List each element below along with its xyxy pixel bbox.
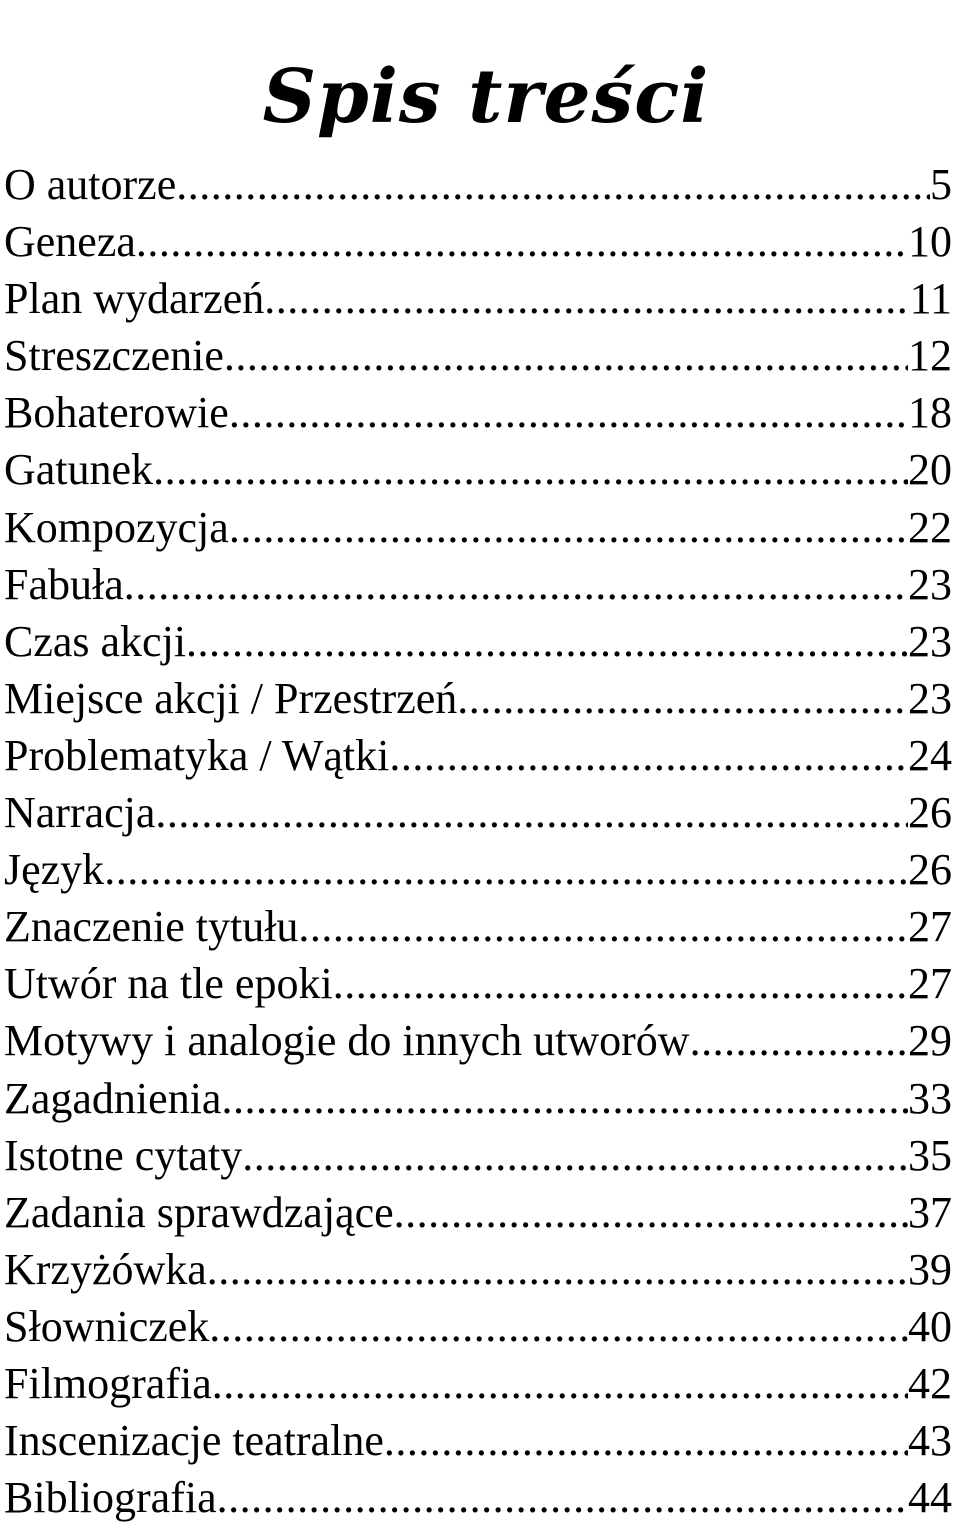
toc-entry-label: Motywy i analogie do innych utworów [4,1016,690,1066]
toc-entry-label: Fabuła [4,559,124,609]
toc-entry-label: Istotne cytaty [4,1130,243,1180]
dot-leader [153,441,908,498]
toc-entry-page: 40 [908,1301,952,1351]
toc-entry-page: 27 [908,902,952,952]
dot-leader [457,670,908,727]
dot-leader [207,1241,908,1298]
toc-entry[interactable] [4,1184,952,1241]
toc-entry-page: 37 [908,1187,952,1237]
toc-entry-label: Czas akcji [4,616,187,666]
dot-leader [124,556,908,613]
toc-entry-page: 10 [908,217,952,267]
page-title: Spis treści [262,53,710,140]
toc-entry-page: 29 [908,1016,952,1066]
dot-leader [209,1298,908,1355]
dot-leader [217,1469,908,1526]
dot-leader [221,1070,908,1127]
toc-entry[interactable] [4,1241,952,1298]
toc-entry-page: 43 [908,1416,952,1466]
toc-entry-page: 18 [908,388,952,438]
toc-entry-label: Inscenizacje teatralne [4,1416,384,1466]
toc-entry[interactable] [4,1469,952,1526]
toc-entry-label: Znaczenie tytułu [4,902,299,952]
toc-entry-label: O autorze [4,160,177,209]
toc-entry-label: Miejsce akcji / Przestrzeń [4,673,458,723]
dot-leader [224,327,908,384]
toc-entry[interactable] [4,1070,952,1127]
toc-entry[interactable] [4,327,952,384]
toc-entry[interactable] [4,1412,952,1469]
toc-entry-page: 11 [909,274,952,324]
toc-entry[interactable] [4,1298,952,1355]
toc-entry-label: Kompozycja [4,502,229,552]
dot-leader [389,727,908,784]
dot-leader [229,499,908,556]
toc-entry-page: 35 [908,1130,952,1180]
toc-entry[interactable] [4,441,952,498]
toc-entry-page: 44 [908,1473,952,1523]
toc-entry-label: Geneza [4,217,136,267]
toc-entry[interactable] [4,270,952,327]
toc-entry[interactable] [4,727,952,784]
toc-entry-label: Słowniczek [4,1301,210,1351]
dot-leader [176,156,930,213]
toc-entry-label: Zadania sprawdzające [4,1187,394,1237]
toc-entry[interactable] [4,1127,952,1184]
toc-entry-page: 22 [908,502,952,552]
toc-entry-page: 5 [930,160,952,209]
dot-leader [264,270,909,327]
toc-entry-page: 39 [908,1244,952,1294]
dot-leader [333,955,908,1012]
toc-entry[interactable] [4,1355,952,1412]
dot-leader [394,1184,908,1241]
toc-entry-label: Krzyżówka [4,1244,207,1294]
toc-entry-page: 23 [908,673,952,723]
toc-entry[interactable] [4,213,952,270]
toc-entry-page: 26 [908,845,952,895]
toc-entry[interactable] [4,156,952,213]
toc-entry[interactable] [4,556,952,613]
dot-leader [186,613,908,670]
toc-entry[interactable] [4,670,952,727]
toc-entry-page: 23 [908,616,952,666]
toc-entry[interactable] [4,613,952,670]
toc-entry-label: Plan wydarzeń [4,274,265,324]
toc-entry[interactable] [4,841,952,898]
toc-entry-page: 42 [908,1358,952,1408]
dot-leader [136,213,908,270]
toc-entry[interactable] [4,384,952,441]
toc-entry[interactable] [4,898,952,955]
toc-entry-page: 24 [908,730,952,780]
toc-entry-label: Narracja [4,788,156,838]
toc-entry[interactable] [4,784,952,841]
toc-entry-label: Filmografia [4,1358,212,1408]
toc-entry-label: Gatunek [4,445,154,495]
table-of-contents [4,156,952,1526]
dot-leader [229,384,908,441]
toc-entry-label: Bibliografia [4,1473,217,1523]
toc-entry-page: 27 [908,959,952,1009]
toc-entry[interactable] [4,1012,952,1069]
dot-leader [384,1412,908,1469]
toc-entry-page: 33 [908,1073,952,1123]
dot-leader [242,1127,908,1184]
toc-entry[interactable] [4,499,952,556]
dot-leader [155,784,908,841]
toc-entry-label: Zagadnienia [4,1073,222,1123]
dot-leader [104,841,908,898]
toc-entry-page: 20 [908,445,952,495]
dot-leader [298,898,908,955]
toc-entry-page: 23 [908,559,952,609]
dot-leader [690,1012,908,1069]
toc-entry-page: 12 [908,331,952,381]
toc-entry-label: Język [4,845,105,895]
toc-entry-label: Utwór na tle epoki [4,959,333,1009]
dot-leader [212,1355,908,1412]
toc-entry-page: 26 [908,788,952,838]
toc-entry-label: Problematyka / Wątki [4,730,390,780]
toc-entry-label: Bohaterowie [4,388,229,438]
toc-entry[interactable] [4,955,952,1012]
toc-entry-label: Streszczenie [4,331,224,381]
